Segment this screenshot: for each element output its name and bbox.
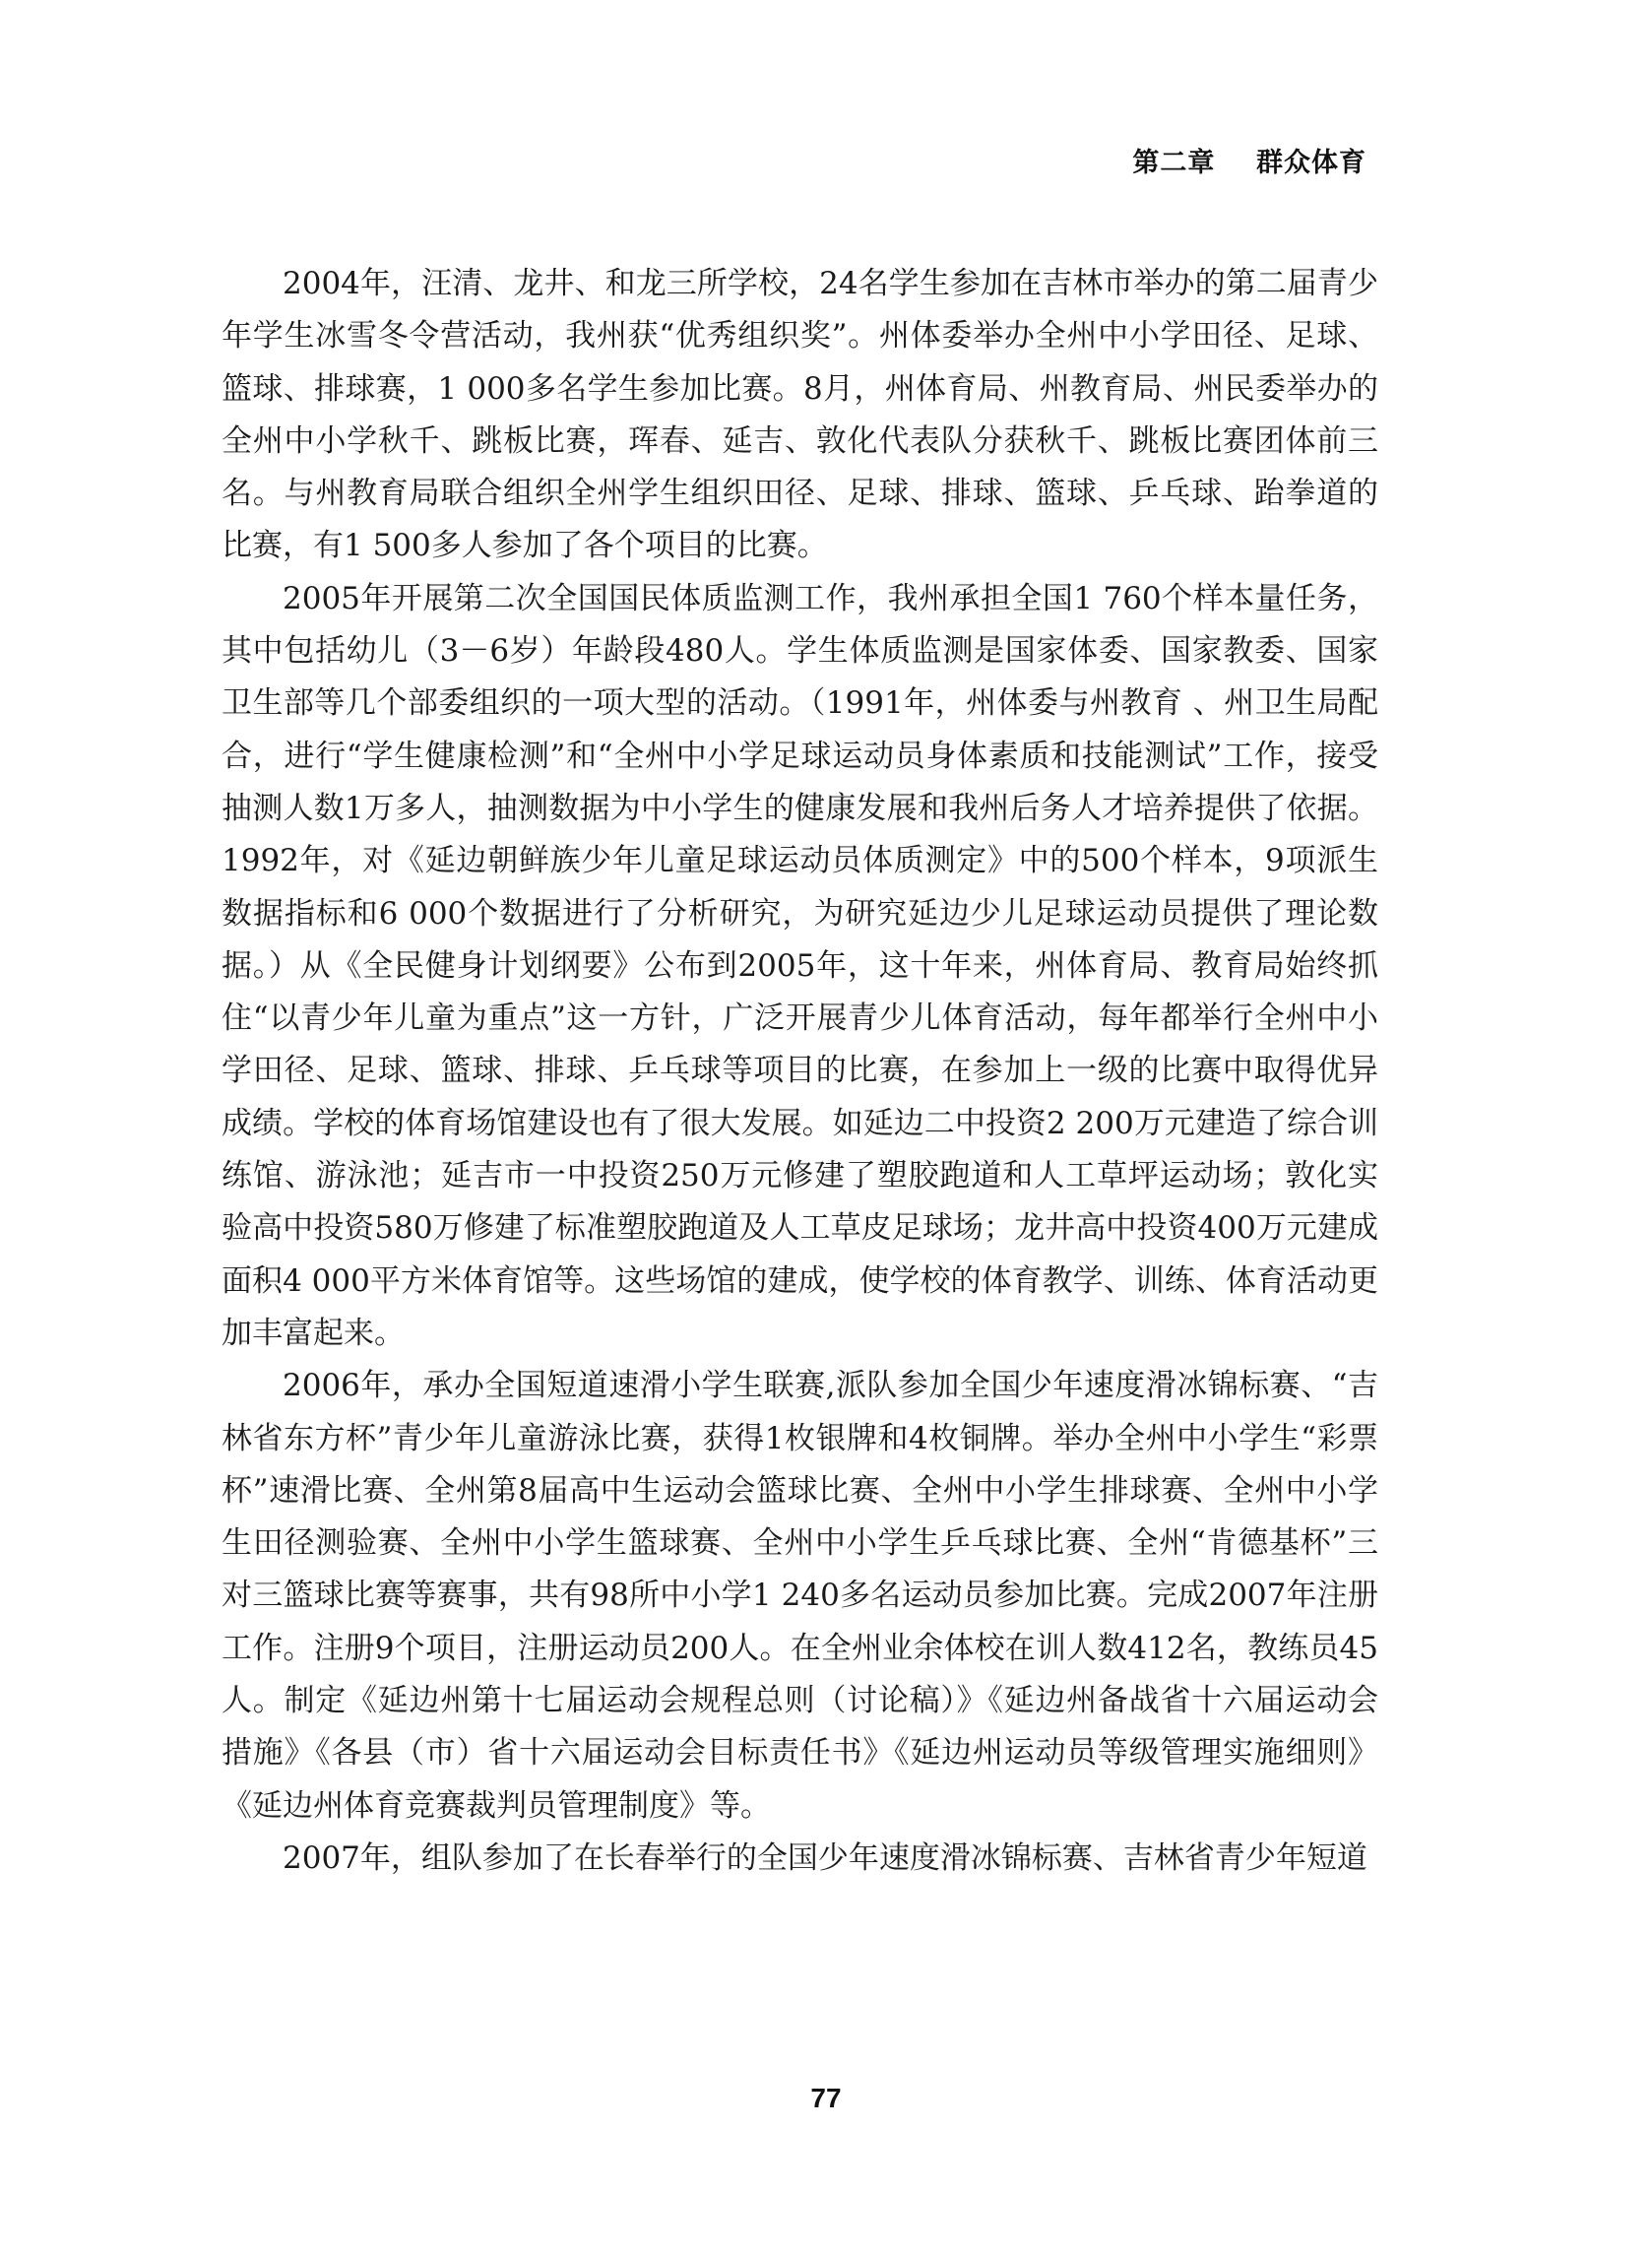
paragraph-2006: 2006年，承办全国短道速滑小学生联赛,派队参加全国少年速度滑冰锦标赛、“吉林省东方杯”青少年儿童游泳比赛，获得1枚银牌和4枚铜牌。举办全州中小学生“彩票杯”速滑比赛、全州第8届高中生运动会篮球比赛、全州中小学生排球赛、全州中小学生田径测验赛、全州中小学生篮球赛、全州中小学生乒乓球比赛、全州“肯德基杯”三对三篮球比赛等赛事，共有98所中小学1 240多名运动员参加比赛。完成2007年注册工作。注册9个项目，注册运动员200人。在全州业余体校在训人数412名，教练员45人。制定《延边州第十七届运动会规程总则（讨论稿）》《延边州备战省十六届运动会措施》《各县（市）省十六届运动会目标责任书》《延边州运动员等级管理实施细则》《延边州体育竞赛裁判员管理制度》等。: [222, 1368, 1378, 1824]
page-number: 77: [810, 2083, 842, 2113]
paragraph-2005: 2005年开展第二次全国国民体质监测工作，我州承担全国1 760个样本量任务，其中包括幼儿（3－6岁）年龄段480人。学生体质监测是国家体委、国家教委、国家卫生部等几个部委组织的一项大型的活动。（1991年，州体委与州教育 、州卫生局配合，进行“学生健康检测”和“全州中小学足球运动员身体素质和技能测试”工作，接受抽测人数1万多人，抽测数据为中小学生的健康发展和我州后务人才培养提供了依据。1992年，对《延边朝鲜族少年儿童足球运动员体质测定》中的500个样本，9项派生数据指标和6 000个数据进行了分析研究，为研究延边少儿足球运动员提供了理论数据。）从《全民健身计划纲要》公布到2005年，这十年来，州体育局、教育局始终抓住“以青少年儿童为重点”这一方针，广泛开展青少儿体育活动，每年都举行全州中小学田径、足球、篮球、排球、乒乓球等项目的比赛，在参加上一级的比赛中取得优异成绩。学校的体育场馆建设也有了很大发展。如延边二中投资2 200万元建造了综合训练馆、游泳池；延吉市一中投资250万元修建了塑胶跑道和人工草坪运动场；敦化实验高中投资580万修建了标准塑胶跑道及人工草皮足球场；龙井高中投资400万元建成面积4 000平方米体育馆等。这些场馆的建成，使学校的体育教学、训练、体育活动更加丰富起来。: [222, 580, 1378, 1351]
paragraph-2007: 2007年，组队参加了在长春举行的全国少年速度滑冰锦标赛、吉林省青少年短道: [283, 1839, 1367, 1876]
body-text: [222, 258, 1378, 1885]
paragraph-2004: 2004年，汪清、龙井、和龙三所学校，24名学生参加在吉林市举办的第二届青少年学生冰雪冬令营活动，我州获“优秀组织奖”。州体委举办全州中小学田径、足球、篮球、排球赛，1 000多名学生参加比赛。8月，州体育局、州教育局、州民委举办的全州中小学秋千、跳板比赛，珲春、延吉、敦化代表队分获秋千、跳板比赛团体前三名。与州教育局联合组织全州学生组织田径、足球、排球、篮球、乒乓球、跆拳道的比赛，有1 500多人参加了各个项目的比赛。: [222, 266, 1378, 564]
running-header-chapter-title: 第二章 群众体育: [1132, 148, 1366, 178]
